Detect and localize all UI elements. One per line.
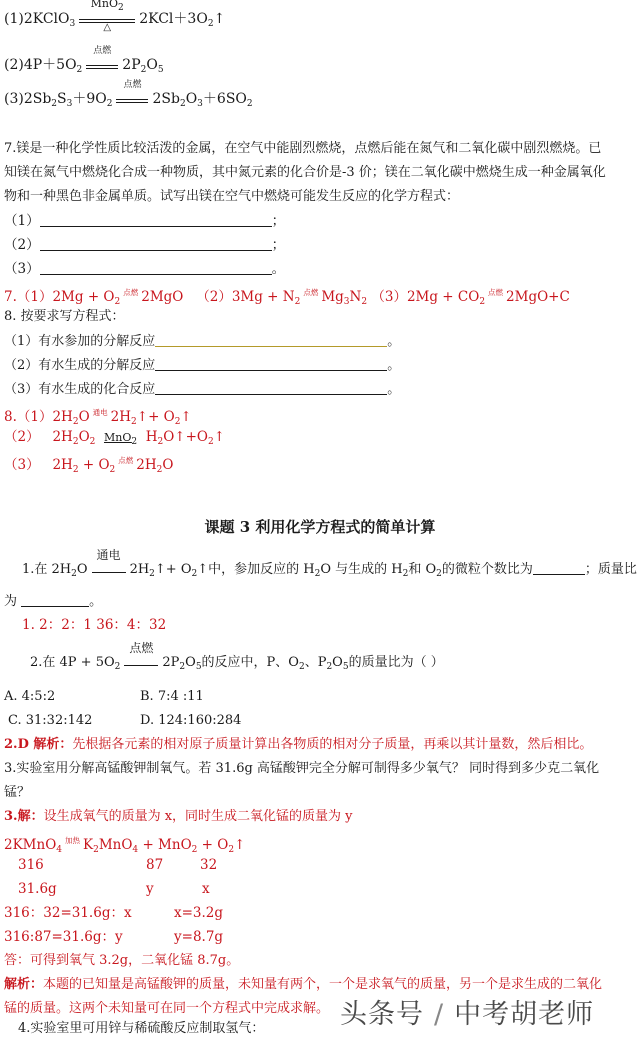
q8-item-2: （2）有水生成的分解反应 。 (4, 358, 401, 373)
answer-blank[interactable] (155, 332, 387, 347)
c3-result-y: y=8.7g (174, 929, 224, 945)
answer-blank[interactable] (40, 212, 272, 227)
c4-question: 4.实验室里可用锌与稀硫酸反应制取氢气： (18, 1021, 265, 1036)
c3-equation: 2KMnO$_4^{加热}$ $K_2MnO_4 + MnO_2$ + $O_2↑$ (4, 836, 246, 855)
c3-question-line-1: 3.实验室用分解高锰酸钾制氧气。若 31.6g 高锰酸钾完全分解可制得多少氧气？ 同时得到多少克二氧化 (4, 761, 600, 776)
q8-answer-3: （3） $2H_2 + O_2^{点燃}$ $2H_2O$ (4, 456, 174, 475)
q8-answer-1: $8.(1)2H_2O$ $^{通电}$ $2H_2↑+$ $O_2↑$ (4, 408, 192, 427)
q7-answer: $7.(1)2Mg + O_2^{点燃}$ 2MgO $(2)3Mg + N_2^{点燃}$ $Mg_3N_2$ $(3)2Mg + CO_2^{点燃}$ 2MgO+C (4, 288, 570, 307)
c3-mass-316: 316 (18, 857, 44, 873)
c2-option-b[interactable]: B. 7:4 :11 (140, 689, 204, 704)
top-equation-1: (1)2KClO$_3$ MnO$_2$ △ $2KCl+3O_2↑$ (4, 0, 226, 33)
c1-question-line-2: 为 。 (4, 594, 103, 609)
c3-explanation-1: 解析：本题的已知量是高锰酸钾的质量，未知量有两个，一个是求氧气的质量，另一个是求生成的二氧化 (4, 977, 603, 992)
c2-answer: 2.D 解析：先根据各元素的相对原子质量计算出各物质的相对分子质量，再乘以其计量数，然后相比。 (4, 737, 593, 752)
top-equation-2: $(2)4P+5O_2$ 点燃 $2P_2O_5$ (4, 46, 164, 75)
answer-blank[interactable] (40, 260, 272, 275)
q8-item-1: （1）有水参加的分解反应 。 (4, 334, 401, 349)
answer-blank[interactable] (21, 592, 89, 607)
answer-blank[interactable] (40, 236, 272, 251)
c3-final-answer: 答：可得到氧气 3.2g，二氧化锰 8.7g。 (4, 953, 240, 968)
c2-option-d[interactable]: D. 124:160:284 (140, 713, 242, 728)
c2-option-a[interactable]: A. 4:5:2 (4, 689, 56, 704)
c2-question: 2.在 $4P + 5O_2$ 点燃 $2P_2O_5$的反应中，P、$O_2$、$P_2O_5$的质量比为（ ） (30, 641, 444, 672)
c1-question: 1.在 $2H_2O$ 通电 $2H_2↑+$ $O_2↑$中，参加反应的 $H_2O$ 与生成的 $H_2$和 $O_2$的微粒个数比为 ；质量比 (22, 548, 637, 579)
c3-ratio-1: 316：32=31.6g：x (4, 905, 132, 921)
c3-question-line-2: 锰？ (4, 785, 31, 800)
c3-unknown-y: y (146, 881, 154, 897)
c3-known-316g: 31.6g (18, 881, 57, 897)
watermark: 头条号 / 中考胡老师 (340, 999, 595, 1030)
c3-unknown-x: x (202, 881, 210, 897)
q7-blank-1: （1） ； (4, 213, 286, 229)
c3-ratio-2: 316:87=31.6g：y (4, 929, 123, 945)
c3-result-x: x=3.2g (174, 905, 224, 921)
top-equation-3: $(3)2Sb_2S_3+9O_2$ 点燃 $2Sb_2O_3+6SO_2$ (4, 80, 253, 109)
q7-line-3: 物和一种黑色非金属单质。试写出镁在空气中燃烧可能发生反应的化学方程式： (4, 189, 460, 204)
c3-mass-32: 32 (200, 857, 218, 873)
q7-blank-2: （2） ； (4, 237, 286, 253)
q8-answer-2: （2） $2H_2O_2$ MnO$_2$ $H_2O↑+O_2↑$ (4, 429, 226, 447)
c3-explanation-2: 锰的质量。这两个未知量可在同一个方程式中完成求解。 (4, 1001, 330, 1016)
q8-item-3: （3）有水生成的化合反应 。 (4, 382, 401, 397)
q7-line-1: 7.镁是一种化学性质比较活泼的金属，在空气中能剧烈燃烧，点燃后能在氮气和二氧化碳中剧烈燃烧。已 (4, 141, 602, 156)
q8-heading: 8. 按要求写方程式： (4, 309, 125, 324)
c3-mass-87: 87 (146, 857, 164, 873)
c1-answer: 1. 2：2：1 36：4：32 (22, 617, 167, 633)
c2-option-c[interactable]: C. 31:32:142 (8, 713, 93, 728)
section-title: 课题 3 利用化学方程式的简单计算 (204, 518, 436, 536)
answer-blank[interactable] (155, 356, 387, 371)
answer-blank[interactable] (155, 380, 387, 395)
q7-blank-3: （3） 。 (4, 261, 286, 277)
answer-blank[interactable] (533, 560, 585, 575)
q7-line-2: 知镁在氮气中燃烧化合成一种物质，其中氮元素的化合价是-3 价；镁在二氧化碳中燃烧生成一种金属氧化 (4, 165, 606, 180)
c3-solution: 3.解：设生成氧气的质量为 x，同时生成二氧化锰的质量为 y (4, 809, 353, 824)
